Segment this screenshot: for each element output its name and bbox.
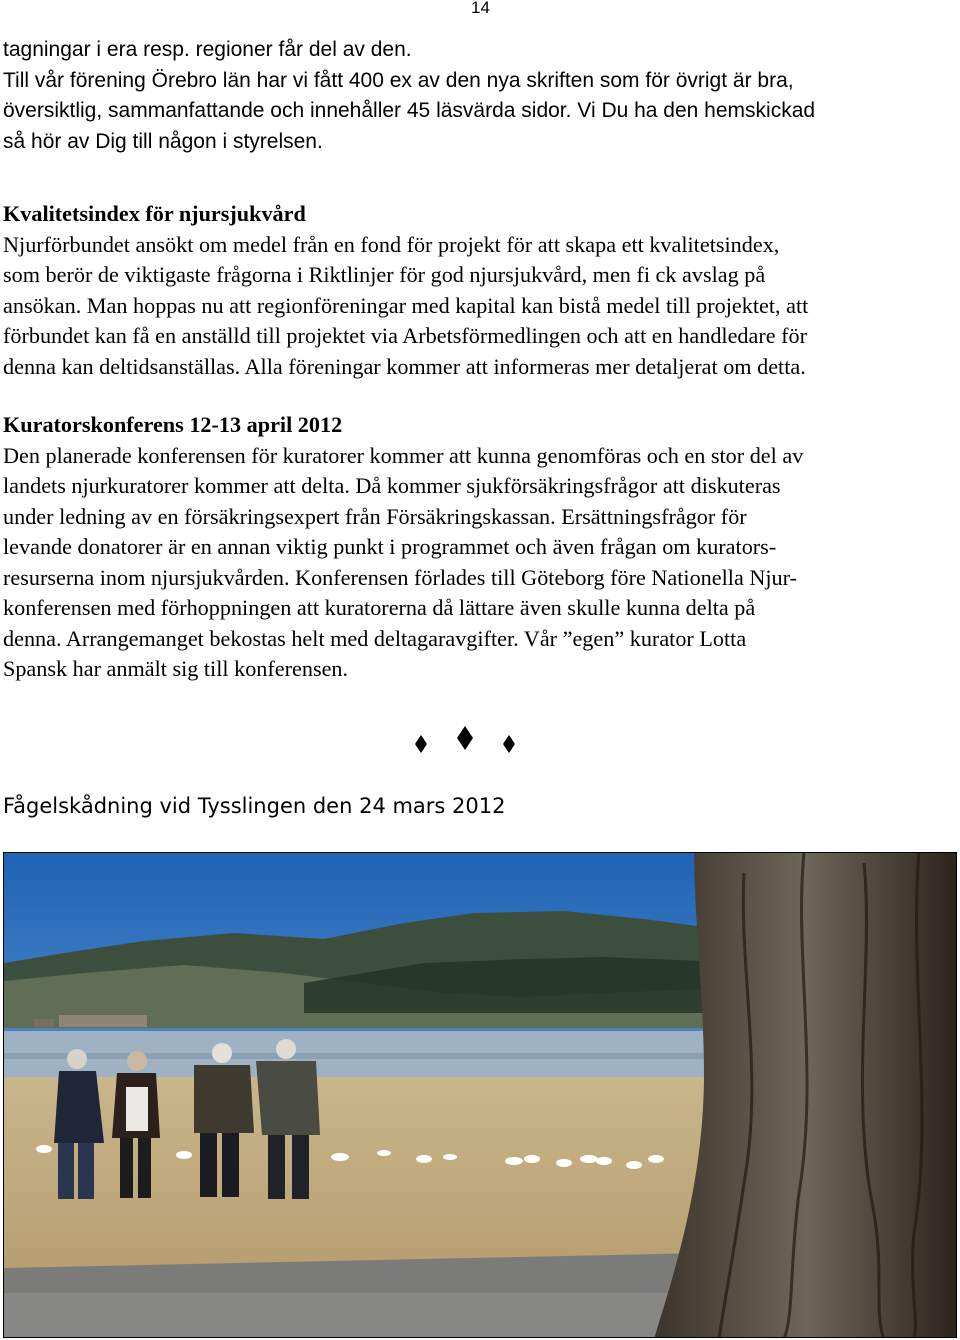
- text-line: Njurförbundet ansökt om medel från en fond för projekt för att skapa ett kvalitetsindex,: [3, 231, 780, 257]
- text-line: landets njurkuratorer kommer att delta. Då kommer sjukförsäkringsfrågor att diskuteras: [3, 473, 781, 498]
- section-heading: Kuratorskonferens 12-13 april 2012: [3, 412, 343, 437]
- section-kuratorskonferens: [3, 410, 958, 685]
- text-line: under ledning av en försäkringsexpert från Försäkringskassan. Ersättningsfrågor för: [3, 503, 747, 529]
- page-number: 14: [471, 0, 490, 17]
- text-line: denna. Arrangemanget bekostas helt med deltagaravgifter. Vår ”egen” kurator Lotta: [3, 625, 747, 651]
- section-kvalitetsindex: [3, 199, 958, 382]
- text-line: konferensen med förhoppningen att kuratorerna då lättare även skulle kunna delta på: [3, 595, 756, 620]
- text-line: förbundet kan få en anställd till projektet via Arbetsförmedlingen och att en handledare för: [3, 323, 808, 348]
- section-heading: Kvalitetsindex för njursjukvård: [3, 201, 306, 226]
- text-line: som berör de viktigaste frågorna i Riktlinjer för god njursjukvård, men fi ck avslag på: [3, 262, 766, 287]
- text-line: levande donatorer är en annan viktig punkt i programmet och även frågan om kurators-: [3, 534, 777, 559]
- text-line: tagningar i era resp. regioner får del av den.: [3, 38, 412, 61]
- photo-caption: Fågelskådning vid Tysslingen den 24 mars 2012: [3, 794, 506, 818]
- text-line: Till vår förening Örebro län har vi fått 400 ex av den nya skriften som för övrigt är bra,: [3, 68, 794, 92]
- intro-paragraph: [3, 35, 958, 157]
- text-line: Spansk har anmält sig till konferensen.: [3, 656, 349, 681]
- text-line: ansökan. Man hoppas nu att regionföreningar med kapital kan bistå medel till projektet, att: [3, 292, 809, 318]
- text-line: Den planerade konferensen för kuratorer kommer att kunna genomföras och en stor del av: [3, 442, 804, 468]
- birdwatching-photo: [3, 852, 957, 1338]
- text-line: resurserna inom njursjukvården. Konferensen förlades till Göteborg före Nationella Njur-: [3, 564, 797, 590]
- text-line: så hör av Dig till någon i styrelsen.: [3, 129, 323, 153]
- text-line: översiktlig, sammanfattande och innehåller 45 läsvärda sidor. Vi Du ha den hemskickad: [3, 99, 816, 122]
- text-line: denna kan deltidsanställas. Alla föreningar kommer att informeras mer detaljerat om detta.: [3, 353, 806, 379]
- diamond-ornament-icon: [405, 722, 525, 762]
